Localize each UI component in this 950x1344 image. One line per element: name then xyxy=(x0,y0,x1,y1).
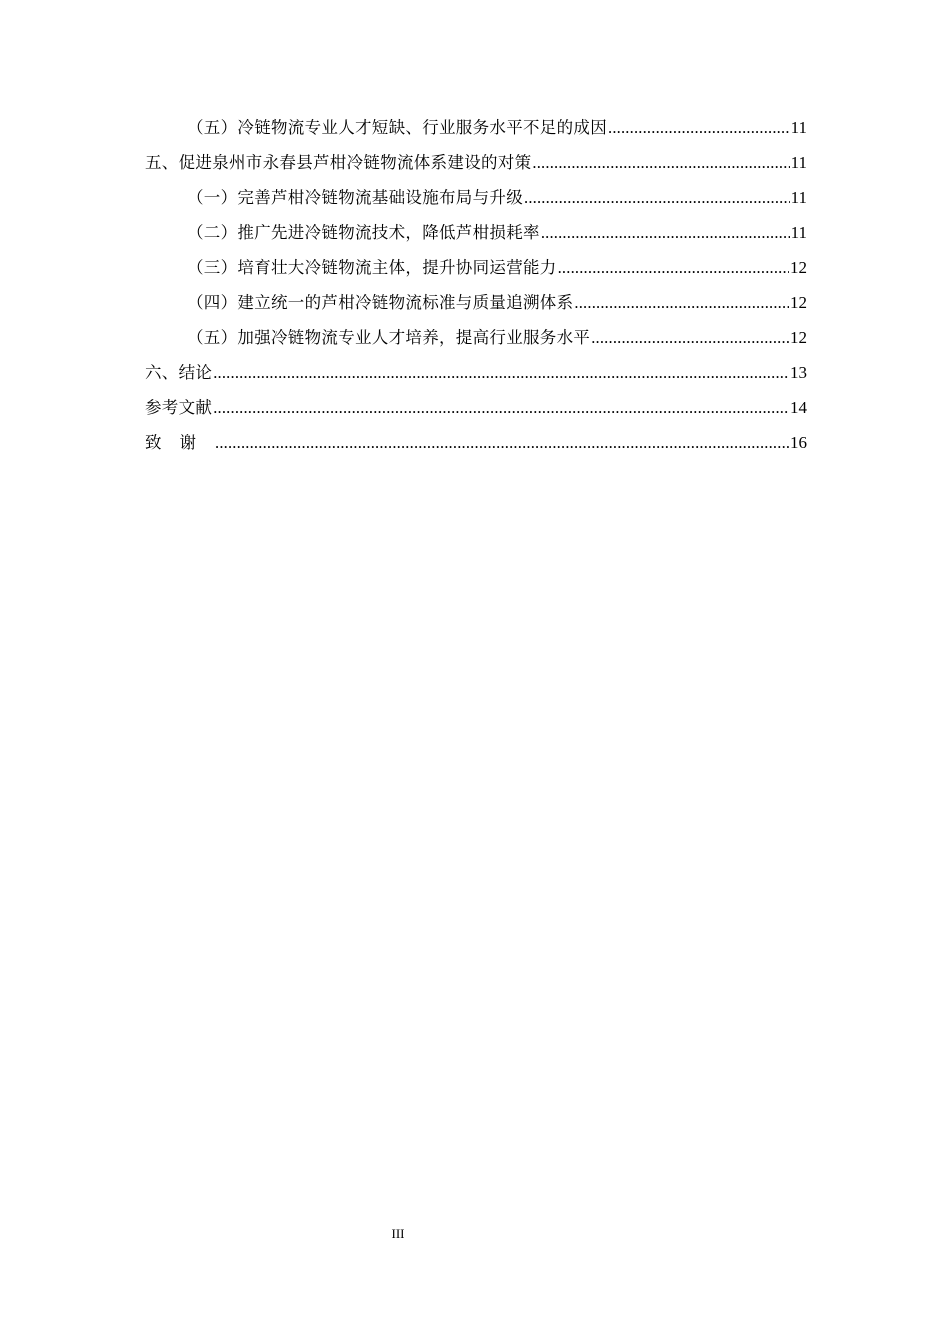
toc-entry[interactable] xyxy=(145,145,807,180)
toc-entry[interactable] xyxy=(145,320,807,355)
toc-entry-title: 五、促进泉州市永春县芦柑冷链物流体系建设的对策 xyxy=(145,153,532,172)
toc-entry-title: （五）冷链物流专业人才短缺、行业服务水平不足的成因 xyxy=(187,118,607,137)
toc-leader-dots xyxy=(574,285,789,320)
toc-entry-page: 16 xyxy=(790,433,807,452)
toc-entry-page: 11 xyxy=(790,118,807,137)
toc-entry-page: 11 xyxy=(790,153,807,172)
toc-entry-title-text: 致谢 xyxy=(145,433,214,452)
toc-entry-title xyxy=(145,425,214,460)
page-number: III xyxy=(391,1226,405,1241)
table-of-contents xyxy=(145,110,807,460)
toc-entry[interactable] xyxy=(145,250,807,285)
toc-entry-title: （一）完善芦柑冷链物流基础设施布局与升级 xyxy=(187,188,523,207)
toc-entry-title: 六、结论 xyxy=(145,363,213,382)
toc-entry-title: 参考文献 xyxy=(145,398,213,417)
toc-entry-page: 12 xyxy=(790,258,807,277)
toc-entry-page: 11 xyxy=(790,188,807,207)
toc-entry-page: 11 xyxy=(790,223,807,242)
toc-leader-dots xyxy=(213,390,789,425)
toc-leader-dots xyxy=(591,320,789,355)
toc-entry[interactable] xyxy=(145,180,807,215)
toc-entry[interactable] xyxy=(145,355,807,390)
toc-entry-page: 14 xyxy=(790,398,807,417)
toc-entry[interactable] xyxy=(145,285,807,320)
toc-entry-title: （四）建立统一的芦柑冷链物流标准与质量追溯体系 xyxy=(187,293,574,312)
toc-entry-page: 13 xyxy=(790,363,807,382)
toc-leader-dots xyxy=(558,250,789,285)
toc-leader-dots xyxy=(532,145,789,180)
toc-leader-dots xyxy=(215,425,789,460)
toc-leader-dots xyxy=(541,215,790,250)
toc-entry-title: （二）推广先进冷链物流技术，降低芦柑损耗率 xyxy=(187,223,540,242)
toc-leader-dots xyxy=(608,110,790,145)
toc-entry-title: （五）加强冷链物流专业人才培养，提高行业服务水平 xyxy=(187,328,591,347)
toc-leader-dots xyxy=(524,180,790,215)
toc-entry-title: （三）培育壮大冷链物流主体，提升协同运营能力 xyxy=(187,258,557,277)
toc-leader-dots xyxy=(213,355,789,390)
toc-entry[interactable] xyxy=(145,425,807,460)
toc-entry-page: 12 xyxy=(790,293,807,312)
toc-entry[interactable] xyxy=(145,390,807,425)
toc-entry[interactable] xyxy=(145,110,807,145)
toc-entry[interactable] xyxy=(145,215,807,250)
toc-entry-page: 12 xyxy=(790,328,807,347)
